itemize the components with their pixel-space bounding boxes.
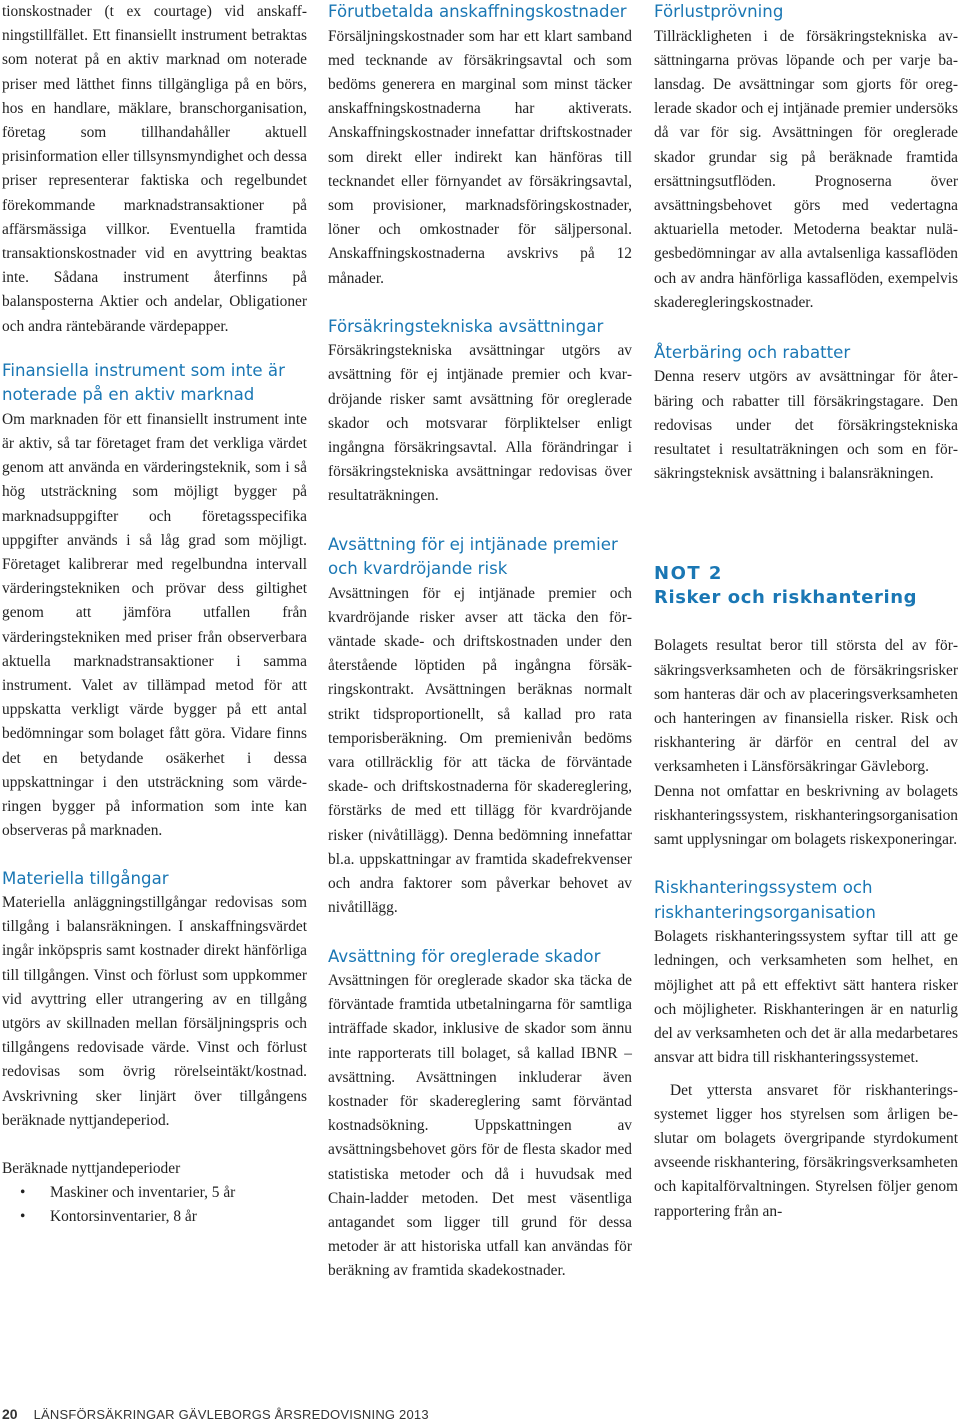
list-item: • Kontorsinventarier, 8 år: [2, 1205, 307, 1229]
paragraph-risk-management-1: Bolagets riskhanteringssystem syftar till att ge ledningen, och verksamheten som helhet, en möjlighet att på ett effektivt sätt hantera risker och möjligheter. Riskhanteringen är en naturlig del av verksamheten och det är alla medarbetares ansvar att bidra till riskhanteringssystemet.: [654, 928, 958, 1067]
heading-technical-provisions: Försäkringstekniska avsättningar: [328, 316, 604, 336]
paragraph-note-scope: Denna not omfattar en beskrivning av bolagets riskhanteringssystem, riskhanteringsorganisation samt upplysningar om bolagets riskexponeringar.: [654, 782, 958, 849]
paragraph-useful-lives: Beräknade nyttjandeperioder: [2, 1160, 181, 1178]
heading-outstanding-claims: Avsättning för oreglerade skador: [328, 946, 601, 966]
paragraph-unearned-premiums: Avsättningen för ej intjänade premier och kvardröjande risker avser att täcka den förväntade skade- och driftskostnaden under den återstående löptiden på ingångna försäkringskontrakt. Avsättningen beräknas normalt strikt tidsproportionellt, så kallad pro rata temporisberäkning. Om premienivån bedöms vara otillräcklig för att täcka de förväntade skade- och driftskostnaderna för skadereglering, förstärks de med ett tillägg för kvardröjande risker (nivåtillägg). Denna bedömning innefattar bl.a. uppskattningar av framtida skadefrekvenser och andra faktorer som påverkar behovet av nivåtillägg.: [328, 584, 632, 917]
paragraph-risk-management-2: Det yttersta ansvaret för riskhanteringssystemet ligger hos styrelsen som årligen beslutar om bolagets övergripande styrdokument avseende riskhantering, försäkringsverksamheten och kapitalförvaltningen. Styrelsen följer genom rapportering från an-: [654, 1081, 958, 1220]
column-right: [654, 0, 958, 1224]
note-number: NOT 2: [654, 563, 723, 585]
list-item: • Maskiner och inventarier, 5 år: [2, 1181, 307, 1205]
page-number: 20: [2, 1406, 18, 1422]
heading-prepaid-acquisition-costs: Förutbetalda anskaffningskostnader: [328, 2, 627, 21]
note-title: Risker och riskhantering: [654, 587, 918, 609]
column-left: [2, 0, 307, 1230]
publication-title: LÄNSFÖRSÄKRINGAR GÄVLEBORGS ÅRSREDOVISNING 2013: [33, 1407, 429, 1422]
paragraph-prepaid-acquisition-costs: Försäljningskostnader som har ett klart samband med tecknande av försäkringsavtal och som bedöms generera en marginal som minst täcker anskaffningskostnaderna har aktiverats. Anskaffningskostnader innefattar driftskostnader som direkt eller indirekt kan hänföras till tecknandet eller förnyandet av försäkringsavtal, som provisioner, marknadsföringskostnader, löner och omkostnader för säljpersonal. Anskaffningskostnaderna avskrivs på 12 månader.: [328, 27, 632, 287]
paragraph-intro: tionskostnader (t ex courtage) vid anskaffningstillfället. Ett finansiellt instrument betraktas som noterat på en aktiv marknad om noterade priser med lätthet finns tillgängliga på en börs, hos en handlare, mäklare, branschorganisation, företag som tillhandahåller aktuell prisinformation eller tillsynsmyndighet och dessa priser representerar faktiska och regelbundet förekommande marknadstransaktioner på affärsmässiga villkor. Eventuella framtida transaktionskostnader vid en avyttring beaktas inte. Sådana instrument återfinns på balansposterna Aktier och andelar, Obligationer och andra räntebärande värdepapper.: [2, 3, 307, 335]
heading-bonuses-rebates: Återbäring och rabatter: [654, 342, 851, 362]
paragraph-outstanding-claims: Avsättningen för oreglerade skador ska täcka de förväntade framtida utbetalningarna för samtliga inträffade skador, inklusive de skador som ännu inte rapporterats till bolaget, så kallad IBNR – avsättning. Avsättningen inkluderar även kostnader för skadereglering samt förväntad kostnadsökning. Uppskattningen av avsättningsbehovet görs för de flesta skador med statistiska metoder och då i huvudsak med Chain-ladder metoden. Det mest väsentliga antagandet som ligger till grund för dessa metoder är att historiska utfall kan användas för beräkning av framtida skadekostnader.: [328, 972, 632, 1280]
paragraph-technical-provisions: Försäkringstekniska avsättningar utgörs av avsättning för ej intjänade premier och kvardröjande risker samt avsättning för oreglerade skador och motsvarar förpliktelser enligt ingångna försäkringsavtal. Alla förändringar i försäkringstekniska avsättningar redovisas över resultaträkningen.: [328, 342, 632, 505]
note-heading: [654, 562, 958, 610]
page-footer: [2, 1405, 429, 1424]
paragraph-unlisted-instruments: Om marknaden för ett finansiellt instrument inte är aktiv, så tar företaget fram det verkliga värdet genom att använda en värderingsteknik, som i så hög utsträckning som möjligt bygger på marknadsuppgifter och företagsspecifika uppgifter används i så låg grad som möjligt. Företaget kalibrerar med regelbundna intervall värderingstekniken och prövar dess giltighet genom att jämföra utfallen från värderingstekniken med priser från observerbara aktuella marknadstransaktioner i samma instrument. Valet av tillämpad metod för att uppskatta verkligt värde bygger på ett antal bedömningar som bolaget fått göra. Vidare finns det en betydande osäkerhet i dessa uppskattningar i den utsträckning som värderingen bygger på information som inte kan observeras på marknaden.: [2, 410, 307, 840]
heading-risk-management-system: Riskhanteringssystem och riskhanteringsorganisation: [654, 878, 876, 922]
heading-unlisted-instruments: Finansiella instrument som inte är noterade på en aktiv marknad: [2, 360, 285, 405]
paragraph-tangible-assets: Materiella anläggningstillgångar redovisas som tillgång i balansräkningen. I anskaffningsvärdet ingår inköpspris samt kostnader direkt hänförliga till tillgången. Vinst och förlust som uppkommer vid avyttring eller utrangering av en tillgång utgörs av skillnaden mellan försäljningspris och tillgångens redovisade värde. Vinst och förlust redovisas som övrig rörelseintäkt/kostnad. Avskrivning sker linjärt över tillgångens beräknade nyttjandeperiod.: [2, 894, 307, 1129]
heading-unearned-premiums: Avsättning för ej intjänade premier och kvardröjande risk: [328, 534, 618, 579]
paragraph-loss-test: Tillräckligheten i de försäkringstekniska avsättningarna prövas löpande och per varje balansdag. De avsättningar som gjorts för oreglerade skador och ej intjänade premier undersöks då var för sig. Avsättningen för oreglerade skador grundar sig på beräknade framtida ersättningsutflöden. Prognoserna över avsättningsbehovet görs med vedertagna aktuariella metoder. Metoderna beaktar nulägesbedömningar av alla avtalsenliga kassaflöden och av andra hänförliga kassaflöden, exempelvis skaderegleringskostnader.: [654, 27, 958, 311]
paragraph-bonuses-rebates: Denna reserv utgörs av avsättningar för återbäring och rabatter till försäkringstagare. Den redovisas under det försäkringstekniska resultatet i resultaträkningen och som en försäkringsteknisk avsättning i balansräkningen.: [654, 368, 958, 483]
paragraph-note-intro: Bolagets resultat beror till största del av försäkringsverksamheten och de försäkringsrisker som hanteras där och av placeringsverksamheten och hanteringen av finansiella risker. Risk och riskhantering är därför en central del av verksamheten i Länsförsäkringar Gävleborg.: [654, 637, 958, 776]
column-middle: [328, 0, 632, 1284]
heading-tangible-assets: Materiella tillgångar: [2, 868, 169, 888]
useful-lives-list: [2, 1181, 307, 1229]
heading-loss-test: Förlustprövning: [654, 2, 784, 21]
